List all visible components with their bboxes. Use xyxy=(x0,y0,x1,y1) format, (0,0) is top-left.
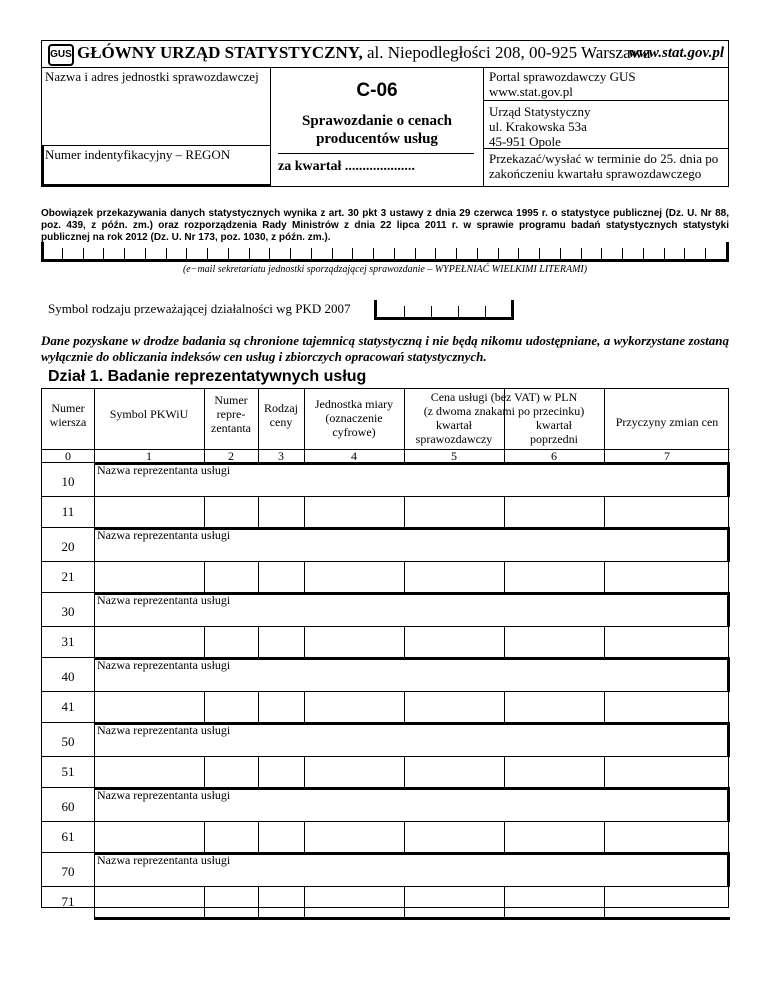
office-line-2: ul. Krakowska 53a xyxy=(489,119,587,134)
legal-basis-text: Obowiązek przekazywania danych statystycznych wynika z art. 30 pkt 3 ustawy z dnia 29 czerwca 1995 r. o statystyce publicznej (Dz. U. Nr 88, poz. 439, z późn. zm.) oraz rozporządzenia Rady Ministrów z dnia 22 lipca 2011 r. w sprawie programu badań statystycznych statystyki publicznej na rok 2012 (Dz. U. Nr 173, poz. 1030, z późn. zm.). xyxy=(41,208,729,243)
form-title xyxy=(271,112,483,148)
comb-tick xyxy=(415,248,416,259)
column-number: 2 xyxy=(228,449,234,463)
service-name-field[interactable]: Nazwa reprezentanta usługi xyxy=(97,463,231,477)
column-number: 6 xyxy=(551,449,557,463)
row-divider-thick xyxy=(94,917,730,920)
column-divider xyxy=(604,691,605,722)
column-divider xyxy=(404,691,405,722)
row-number: 61 xyxy=(61,829,75,844)
column-divider xyxy=(94,527,95,592)
comb-tick xyxy=(581,248,582,259)
row-divider xyxy=(42,787,94,788)
office-line-3: 45-951 Opole xyxy=(489,134,561,149)
column-divider xyxy=(404,886,405,917)
organization-name: GŁÓWNY URZĄD STATYSTYCZNY, xyxy=(77,43,363,62)
comb-tick xyxy=(41,242,44,259)
column-divider xyxy=(304,561,305,592)
header-unit xyxy=(304,397,404,439)
column-divider xyxy=(727,852,730,886)
column-divider xyxy=(504,821,505,852)
column-divider xyxy=(94,462,95,527)
header-row-number: Numer wiersza xyxy=(49,401,87,429)
column-divider xyxy=(404,626,405,657)
row-number: 71 xyxy=(61,894,75,909)
header-price-type xyxy=(258,401,304,429)
comb-tick xyxy=(352,248,353,259)
column-divider xyxy=(504,496,505,527)
column-divider xyxy=(504,691,505,722)
comb-tick xyxy=(83,248,84,259)
comb-tick xyxy=(269,248,270,259)
column-divider xyxy=(727,787,730,821)
row-number: 20 xyxy=(61,539,75,554)
header-rep-number-line-1: Numer xyxy=(214,393,248,407)
row-divider xyxy=(42,756,730,757)
services-table xyxy=(41,388,729,908)
row-number: 30 xyxy=(61,604,75,619)
header-pkwiu: Symbol PKWiU xyxy=(109,407,189,421)
header-price-type-line-2: ceny xyxy=(269,415,293,429)
row-divider xyxy=(42,592,94,593)
column-divider xyxy=(604,496,605,527)
comb-tick xyxy=(186,248,187,259)
comb-tick xyxy=(228,248,229,259)
column-divider xyxy=(204,561,205,592)
row-number: 10 xyxy=(61,474,75,489)
column-divider xyxy=(504,756,505,787)
deadline-line-1: Przekazać/wysłać w terminie do 25. dnia po xyxy=(489,151,719,166)
header-reasons: Przyczyny zmian cen xyxy=(615,415,719,429)
column-divider xyxy=(204,756,205,787)
column-number: 3 xyxy=(278,449,284,463)
pkd-input-comb[interactable] xyxy=(374,300,514,320)
column-divider xyxy=(604,626,605,657)
header-unit-line-3: cyfrowe) xyxy=(332,425,376,439)
portal-line-2[interactable]: www.stat.gov.pl xyxy=(489,84,573,99)
column-divider xyxy=(727,527,730,561)
row-divider xyxy=(42,821,730,822)
comb-tick xyxy=(145,248,146,259)
comb-tick xyxy=(207,248,208,259)
column-divider xyxy=(604,756,605,787)
row-divider xyxy=(42,496,730,497)
form-title-line-1: Sprawozdanie o cenach xyxy=(302,113,452,129)
column-number: 7 xyxy=(664,449,670,463)
comb-tick xyxy=(622,248,623,259)
form-title-line-2: producentów usług xyxy=(316,131,438,147)
organization-address: al. Niepodległości 208, 00-925 Warszawa xyxy=(362,43,651,62)
column-divider xyxy=(504,886,505,917)
header-price-line-2: (z dwoma znakami po przecinku) xyxy=(423,404,585,418)
service-name-field[interactable]: Nazwa reprezentanta usługi xyxy=(97,528,231,542)
column-divider xyxy=(727,592,730,626)
column-divider xyxy=(304,821,305,852)
column-divider xyxy=(304,756,305,787)
comb-tick xyxy=(485,306,486,317)
header-current-quarter-line-1: kwartał xyxy=(436,418,472,432)
column-divider xyxy=(204,821,205,852)
row-number: 50 xyxy=(61,734,75,749)
column-divider xyxy=(204,886,205,917)
column-divider xyxy=(304,886,305,917)
column-divider xyxy=(504,626,505,657)
row-number: 41 xyxy=(61,699,75,714)
row-divider xyxy=(42,691,730,692)
column-divider xyxy=(258,561,259,592)
deadline-line-2: zakończeniu kwartału sprawozdawczego xyxy=(489,166,702,181)
regon-label: Numer indentyfikacyjny – REGON xyxy=(45,147,231,162)
row-number: 11 xyxy=(61,504,75,519)
comb-tick xyxy=(458,306,459,317)
column-divider xyxy=(304,626,305,657)
column-number: 1 xyxy=(146,449,152,463)
column-divider xyxy=(604,886,605,917)
header-previous-quarter xyxy=(504,418,604,446)
row-divider xyxy=(42,852,94,853)
column-divider xyxy=(94,657,95,722)
period-divider xyxy=(278,153,474,154)
office-address xyxy=(489,104,590,149)
row-number: 70 xyxy=(61,864,75,879)
column-divider xyxy=(604,821,605,852)
email-caption: (e−mail sekretariatu jednostki sporządzającej sprawozdanie – WYPEŁNIAĆ WIELKIMI LITERAMI) xyxy=(182,264,588,275)
comb-tick xyxy=(726,242,729,259)
comb-tick xyxy=(124,248,125,259)
comb-tick xyxy=(643,248,644,259)
comb-tick xyxy=(166,248,167,259)
column-divider xyxy=(404,561,405,592)
divider xyxy=(483,148,729,149)
column-divider xyxy=(304,691,305,722)
row-divider xyxy=(42,626,730,627)
confidentiality-note: Dane pozyskane w drodze badania są chronione tajemnicą statystyczną i nie będą nikomu udostępniane, a wykorzystane zostaną wyłącznie do obliczania indeksów cen usług i zbiorczych opracowań statystycznych. xyxy=(41,333,729,364)
comb-tick xyxy=(435,248,436,259)
row-divider xyxy=(42,462,94,463)
office-line-1: Urząd Statystyczny xyxy=(489,104,591,119)
column-divider xyxy=(304,496,305,527)
column-divider xyxy=(727,462,730,496)
header-price-line-1: Cena usługi (bez VAT) w PLN xyxy=(430,390,578,404)
header-previous-quarter-line-1: kwartał xyxy=(536,418,572,432)
comb-tick xyxy=(62,248,63,259)
header-rep-number-line-2: repre- xyxy=(216,407,246,421)
row-number: 51 xyxy=(61,764,75,779)
comb-tick xyxy=(684,248,685,259)
email-input-comb[interactable] xyxy=(41,242,729,262)
comb-tick xyxy=(601,248,602,259)
pkd-label: Symbol rodzaju przeważającej działalności wg PKD 2007 xyxy=(48,301,351,316)
unit-name-label: Nazwa i adres jednostki sprawozdawczej xyxy=(45,69,259,84)
service-name-field[interactable]: Nazwa reprezentanta usługi xyxy=(97,658,231,672)
header-current-quarter-line-2: sprawozdawczy xyxy=(415,432,493,446)
comb-tick xyxy=(404,306,405,317)
comb-tick xyxy=(332,248,333,259)
header-rep-number xyxy=(204,393,258,435)
comb-tick xyxy=(431,306,432,317)
column-divider xyxy=(258,691,259,722)
row-number: 21 xyxy=(61,569,75,584)
header-price-type-line-1: Rodzaj xyxy=(264,401,298,415)
column-number: 0 xyxy=(65,449,71,463)
row-number: 60 xyxy=(61,799,75,814)
portal-line-1: Portal sprawozdawczy GUS xyxy=(489,69,636,84)
comb-tick xyxy=(373,248,374,259)
comb-tick xyxy=(539,248,540,259)
comb-tick xyxy=(103,248,104,259)
column-divider xyxy=(94,787,95,852)
comb-tick xyxy=(560,248,561,259)
deadline-info xyxy=(489,151,718,181)
row-number: 40 xyxy=(61,669,75,684)
column-divider xyxy=(258,821,259,852)
section-title: Dział 1. Badanie reprezentatywnych usług xyxy=(48,368,367,385)
service-name-field[interactable]: Nazwa reprezentanta usługi xyxy=(97,788,231,802)
header-rep-number-line-3: zentanta xyxy=(211,421,251,435)
form-code: C-06 xyxy=(356,80,398,101)
comb-tick xyxy=(249,248,250,259)
service-name-field[interactable]: Nazwa reprezentanta usługi xyxy=(97,593,231,607)
service-name-field[interactable]: Nazwa reprezentanta usługi xyxy=(97,853,231,867)
column-divider xyxy=(204,691,205,722)
gus-logo: GUS xyxy=(48,44,74,66)
header-unit-line-1: Jednostka miary xyxy=(314,397,394,411)
comb-tick xyxy=(311,248,312,259)
row-divider xyxy=(42,722,94,723)
header-current-quarter xyxy=(404,418,504,446)
comb-tick xyxy=(394,248,395,259)
row-number: 31 xyxy=(61,634,75,649)
column-divider xyxy=(94,592,95,657)
column-number: 5 xyxy=(451,449,457,463)
portal-info xyxy=(489,69,636,99)
column-divider xyxy=(258,626,259,657)
divider xyxy=(483,100,729,101)
column-divider xyxy=(404,756,405,787)
header-previous-quarter-line-2: poprzedni xyxy=(530,432,578,446)
header-unit-line-2: (oznaczenie xyxy=(325,411,383,425)
column-divider xyxy=(604,561,605,592)
column-divider xyxy=(204,626,205,657)
column-divider xyxy=(727,657,730,691)
period-field[interactable]: za kwartał .................... xyxy=(278,159,415,174)
row-divider xyxy=(42,527,94,528)
row-divider xyxy=(42,657,94,658)
column-divider xyxy=(404,821,405,852)
column-divider xyxy=(94,852,95,917)
comb-tick xyxy=(664,248,665,259)
column-divider xyxy=(258,496,259,527)
service-name-field[interactable]: Nazwa reprezentanta usługi xyxy=(97,723,231,737)
comb-tick xyxy=(456,248,457,259)
column-divider xyxy=(258,886,259,917)
comb-tick xyxy=(518,248,519,259)
row-divider xyxy=(42,886,730,887)
column-divider xyxy=(404,496,405,527)
comb-tick xyxy=(290,248,291,259)
row-divider xyxy=(42,449,730,450)
column-number: 4 xyxy=(351,449,357,463)
comb-tick xyxy=(705,248,706,259)
column-divider xyxy=(94,722,95,787)
column-divider xyxy=(504,561,505,592)
website-link[interactable]: www.stat.gov.pl xyxy=(628,45,724,61)
row-divider xyxy=(42,561,730,562)
column-divider xyxy=(727,722,730,756)
organization-title xyxy=(77,43,650,63)
comb-tick xyxy=(498,248,499,259)
comb-tick xyxy=(477,248,478,259)
column-divider xyxy=(204,496,205,527)
column-divider xyxy=(258,756,259,787)
